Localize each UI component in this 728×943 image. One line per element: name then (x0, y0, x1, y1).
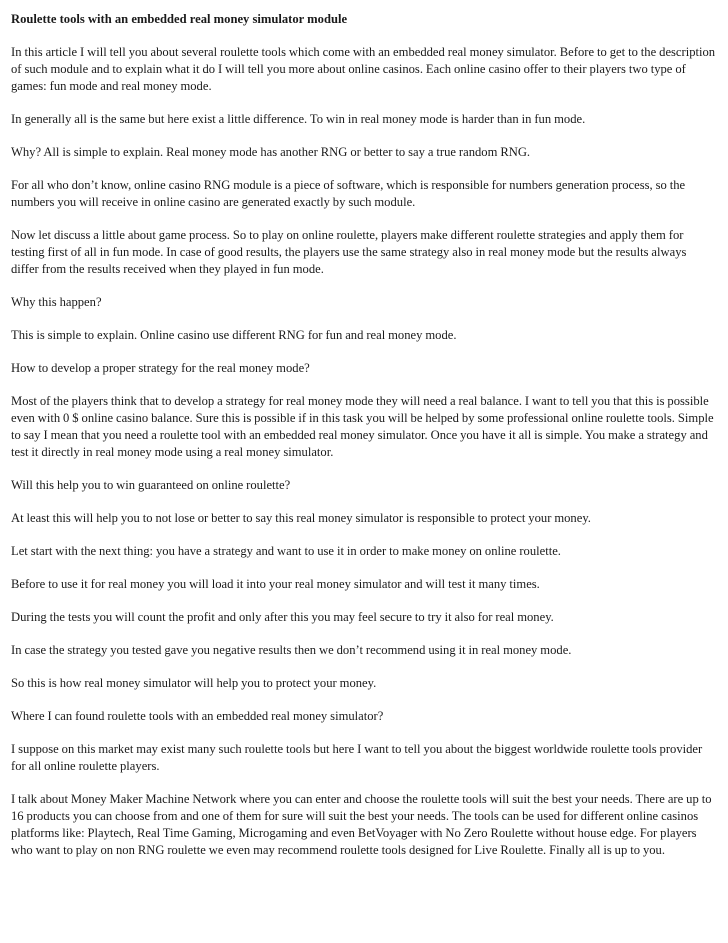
paragraph: During the tests you will count the profit and only after this you may feel secure to try it also for real money. (11, 610, 554, 624)
paragraph: So this is how real money simulator will help you to protect your money. (11, 676, 377, 690)
paragraph: How to develop a proper strategy for the real money mode? (11, 361, 310, 375)
paragraph: Most of the players think that to develop a strategy for real money mode they will need a real balance. I want to tell you that this is possible even with 0 $ online casino balance. Sure this is possible if in this task you will be helped by some professional online roulette tools. Simple to say I mean that you need a roulette tool with an embedded real money simulator. Once you have it all is simple. You make a strategy and test it directly in real money mode using a real money simulator. (11, 394, 714, 459)
paragraph: At least this will help you to not lose or better to say this real money simulator is responsible to protect your money. (11, 511, 591, 525)
paragraph: For all who don’t know, online casino RNG module is a piece of software, which is responsible for numbers generation process, so the numbers you will receive in online casino are generated exactly by such module. (11, 178, 686, 209)
paragraph: In case the strategy you tested gave you negative results then we don’t recommend using it in real money mode. (11, 643, 572, 657)
paragraph: This is simple to explain. Online casino use different RNG for fun and real money mode. (11, 328, 457, 342)
paragraph-closing: I talk about Money Maker Machine Network where you can enter and choose the roulette tools will suit the best your needs. There are up to 16 products you can choose from and one of them for sure will suit the best your needs. The tools can be used for different online casinos platforms like: Playtech, Real Time Gaming, Microgaming and even BetVoyager with No Zero Roulette without house edge. For players who want to play on non RNG roulette we even may recommend roulette tools designed for Live Roulette. Finally all is up to you. (11, 792, 712, 857)
paragraph: Will this help you to win guaranteed on online roulette? (11, 478, 291, 492)
document-title: Roulette tools with an embedded real money simulator module (11, 12, 348, 26)
paragraph: I suppose on this market may exist many such roulette tools but here I want to tell you about the biggest worldwide roulette tools provider for all online roulette players. (11, 742, 703, 773)
paragraph: In generally all is the same but here exist a little difference. To win in real money mode is harder than in fun mode. (11, 112, 586, 126)
paragraph: Why this happen? (11, 295, 102, 309)
document-page (11, 11, 717, 875)
paragraph: Where I can found roulette tools with an embedded real money simulator? (11, 709, 384, 723)
paragraph: Why? All is simple to explain. Real money mode has another RNG or better to say a true random RNG. (11, 145, 531, 159)
paragraph: Before to use it for real money you will load it into your real money simulator and will test it many times. (11, 577, 540, 591)
paragraph: Let start with the next thing: you have a strategy and want to use it in order to make money on online roulette. (11, 544, 561, 558)
paragraph: Now let discuss a little about game process. So to play on online roulette, players make different roulette strategies and apply them for testing first of all in fun mode. In case of good results, the players use the same strategy also in real money mode but the results always differ from the results received when they played in fun mode. (11, 228, 687, 276)
paragraph-intro: In this article I will tell you about several roulette tools which come with an embedded real money simulator. Before to get to the description of such module and to explain what it do I will tell you more about online casinos. Each online casino offer to their players two type of games: fun mode and real money mode. (11, 45, 716, 93)
